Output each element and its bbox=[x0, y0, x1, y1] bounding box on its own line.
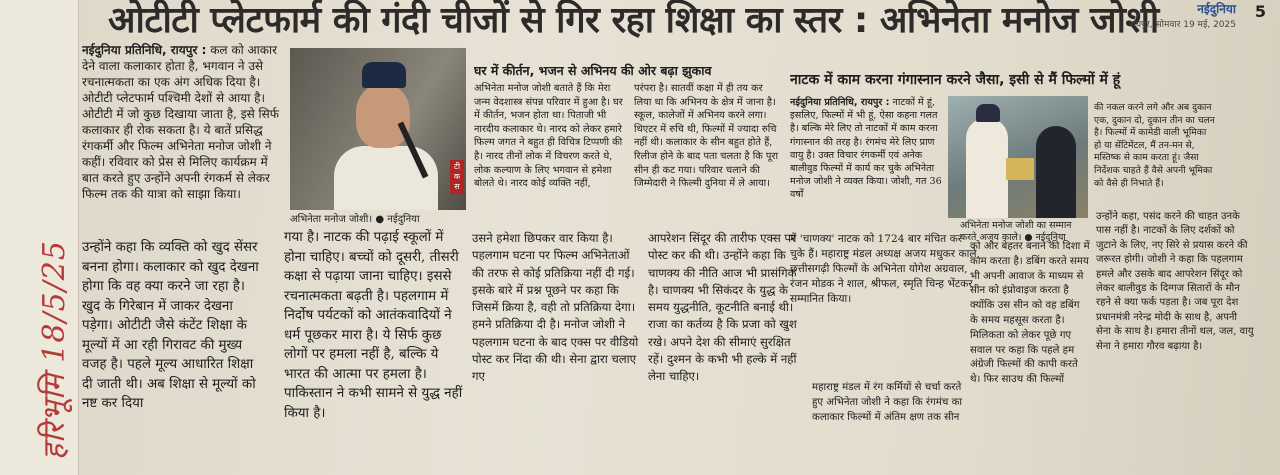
column-text: कल को आकार देने वाला कलाकार होता है, भगवान ने उसे रचनात्मकता का एक अंग अधिक दिया है। ओटीटी प्लेटफार्म पश्चिमी देशों से आया है। ओटीटी में जो कुछ दिखाया जाता है, इसे सिर्फ कलाकार ही रोक सकता है। ये बातें प्रसिद्ध रंगकर्मी और फिल्म अभिनेता मनोज जोशी ने कहीं। रविवार को प्रेस से मिलिए कार्यक्रम में बात करते हुए उन्होंने अपनी रंगकर्म से लेकर फिल्म तक की यात्रा को साझा किया। bbox=[82, 43, 280, 201]
subheading-2: नाटक में काम करना गंगास्नान करने जैसा, इसी से मैं फिल्मों में हूं bbox=[790, 72, 1121, 88]
column-text: नाटकों में हूं, इसलिए, फिल्मों में भी हूं, ऐसा कहना गलत है। बल्कि मेरे लिए तो नाटकों में काम करना गंगास्नान की तरह है। रंगमंच मेरे लिए प्राण वायु है। उक्त विचार रंगकर्मी एवं अनेक बालीवुड फिल्मों में कार्य कर चुके अभिनेता मनोज जोशी ने व्यक्त किया। जोशी, गत 36 वर्षों bbox=[790, 97, 942, 201]
article-column-1b bbox=[82, 238, 264, 470]
column-text: उन्होंने कहा, पसंद करने की चाहत उनके पास नहीं है। नाटकों के लिए दर्शकों को जुटाने के लिए, नए सिरे से प्रयास करने की जरूरत होगी। जोशी ने कहा कि पहलगाम हमले और उसके बाद आपरेशन सिंदूर को लेकर बालीवुड के दिग्गज सितारों के मौन रहने से क्या फर्क पड़ता है। जब पूरा देश प्रधानमंत्री नरेन्द्र मोदी के साथ है, अपनी सेना के साथ है। हमारा तीनों थल, जल, वायु सेना ने हमारा गौरव बढ़ाया है। bbox=[1096, 211, 1254, 352]
article-column-3 bbox=[474, 82, 624, 232]
byline: नईदुनिया प्रतिनिधि, रायपुर : bbox=[82, 43, 207, 57]
article-column-2 bbox=[284, 228, 464, 470]
column-text: गया है। नाटक की पढ़ाई स्कूलों में होना चाहिए। बच्चों को दूसरी, तीसरी कक्षा से पढ़ाया जाना चाहिए। इससे रचनात्मकता बढ़ती है। पहलगाम में निर्दोष पर्यटकों को आतंकवादियों ने धर्म पूछकर मारा है। ये सिर्फ कुछ लोगों पर हमला नहीं है, बल्कि ये भारत की आत्मा पर हमला है। पाकिस्तान ने कभी सामने से युद्ध नहीं किया है। bbox=[284, 230, 463, 421]
article-column-7 bbox=[1096, 210, 1254, 472]
column-text: उन्होंने कहा कि व्यक्ति को खुद सेंसर बनना होगा। कलाकार को खुद देखना होगा कि वह क्या करने जा रहा है। खुद के गिरेबान में जाकर देखना पड़ेगा। ओटीटी जैसे कंटेंट शिक्षा के मूल्यों में आ रही गिरावट की मुख्य वजह है। पहले मूल्य आधारित शिक्षा दी जाती थी। अब शिक्षा से मूल्यों को नष्ट कर दिया bbox=[82, 240, 259, 411]
headline-text: ओटीटी प्लेटफार्म की गंदी चीजों से गिर रहा शिक्षा का स्तर : अभिनेता मनोज जोशी bbox=[108, 0, 1159, 41]
column-text: को और बेहतर बनाने की दिशा में काम करता है। डबिंग करते समय भी अपनी आवाज के माध्यम से सीन को इंप्रोवाइज करता है क्योंकि उस सीन को वह डबिंग के समय महसूस करता है। मिलिकता को लेकर पूछे गए सवाल पर कहा कि पहले हम अंग्रेजी फिल्मों की कापी करते थे। फिर साउथ की फिल्मों bbox=[970, 241, 1090, 386]
column-text: परंपरा है। सातवीं कक्षा में ही तय कर लिया था कि अभिनय के क्षेत्र में जाना है। स्कूल, कालेजों में अभिनय करने लगा। थिएटर में रुचि थी, फिल्मों में ज्यादा रुचि नहीं थी। कलाकार के सीन बहुत होते हैं, रिलीज होने के बाद पता चलता है कि पूरा सीन ही कट गया। परिवार चलाने की जिम्मेदारी ने फिल्मी दुनिया में ले आया। bbox=[634, 83, 778, 190]
article-column-4b bbox=[648, 230, 804, 470]
column-text: आपरेशन सिंदूर की तारीफ एक्स पर पोस्ट कर की थी। उन्होंने कहा कि चाणक्य की नीति आज भी प्रासंगिक है। चाणक्य भी सिकंदर के युद्ध के समय युद्धनीति, कूटनीति बनाई थी। राजा का कर्तव्य है कि प्रजा को खुश रखे। अपने देश की सीमाएं सुरक्षित रहें। दुश्मन के कभी भी हल्के में नहीं लेना चाहिए। bbox=[648, 231, 797, 384]
photo-tag: टी क स bbox=[450, 160, 464, 194]
masthead-date: रायपुर, सोमवार 19 मई, 2025 bbox=[1129, 20, 1236, 30]
article-column-1 bbox=[82, 42, 280, 262]
subheading-1: घर में कीर्तन, भजन से अभिनय की ओर बढ़ा झुकाव bbox=[474, 63, 712, 78]
handwritten-date-note bbox=[10, 165, 70, 465]
article-column-6b bbox=[970, 240, 1090, 470]
left-margin bbox=[0, 0, 79, 475]
article-column-4 bbox=[634, 82, 782, 232]
byline: नईदुनिया प्रतिनिधि, रायपुर : bbox=[790, 97, 890, 108]
column-text: में 'चाणक्य' नाटक को 1724 बार मंचित कर चुके हैं। महाराष्ट्र मंडल अध्यक्ष अजय मधुकर काले, छत्तीसगढ़ी फिल्मों के अभिनेता योगेश अग्रवाल, रंजन मोडक ने शाल, श्रीफल, स्मृति चिन्ह भेंटकर सम्मानित किया। bbox=[790, 233, 980, 305]
column-text: अभिनेता मनोज जोशी बताते हैं कि मेरा जन्म वेदशास्त्र संपन्न परिवार में हुआ है। घर में कीर्तन, भजन होता था। पिताजी भी नारदीय कलाकार थे। नारद को लेकर हमारे फिल्म जगत ने बहुत ही विचित्र टिप्पणी की है। नारद तीनों लोक में विचरण करते थे, लोक कल्याण के लिए भगवान से हमेशा बोलते थे। नारद कोई व्यक्ति नहीं, bbox=[474, 83, 623, 190]
column-text: उसने हमेशा छिपकर वार किया है। पहलगाम घटना पर फिल्म अभिनेताओं की तरफ से कोई प्रतिक्रिया नहीं दी गई। इसके बारे में प्रश्न पूछने पर कहा कि जिसमें क्रिया है, वही तो प्रतिक्रिया देगा। हमने प्रतिक्रिया दी है। मनोज जोशी ने पहलगाम घटना के बाद एक्स पर वीडियो पोस्ट कर निंदा की थी। सेना द्वारा चलाए गए bbox=[472, 231, 639, 384]
masthead bbox=[1130, 0, 1236, 30]
photo-caption-2: अभिनेता मनोज जोशी का सम्मान करते अजय काले। ● नईदुनिया bbox=[960, 220, 1072, 243]
article-column-3b bbox=[472, 230, 640, 470]
article-column-5 bbox=[790, 96, 942, 236]
photo-felicitation bbox=[948, 96, 1088, 218]
column-text: महाराष्ट्र मंडल में रंग कर्मियों से चर्चा करते हुए अभिनेता जोशी ने कहा कि रंगमंच का कलाकार फिल्मों में अंतिम क्षण तक सीन bbox=[812, 382, 963, 423]
page-number: 5 bbox=[1254, 2, 1266, 21]
photo-manoj-joshi bbox=[290, 48, 466, 210]
masthead-logo: नईदुनिया bbox=[1197, 2, 1236, 16]
article-column-5b bbox=[790, 232, 980, 382]
handwritten-text: हरिभूमि 18/5/25 bbox=[37, 240, 72, 460]
column-text: की नकल करने लगे और अब दुकान एक, दुकान दो, दुकान तीन का चलन है। फिल्मों में कामेडी वाली भूमिका हो या सेंटिमेंटल, मैं तन-मन से, मस्तिष्क से काम करता हूं। जैसा निर्देशक चाहते हैं वैसे अपनी भूमिका को वैसे ही निभाते हैं। bbox=[1094, 102, 1215, 189]
photo-caption: अभिनेता मनोज जोशी। ● नईदुनिया bbox=[290, 214, 420, 225]
article-column-5c bbox=[812, 380, 972, 472]
